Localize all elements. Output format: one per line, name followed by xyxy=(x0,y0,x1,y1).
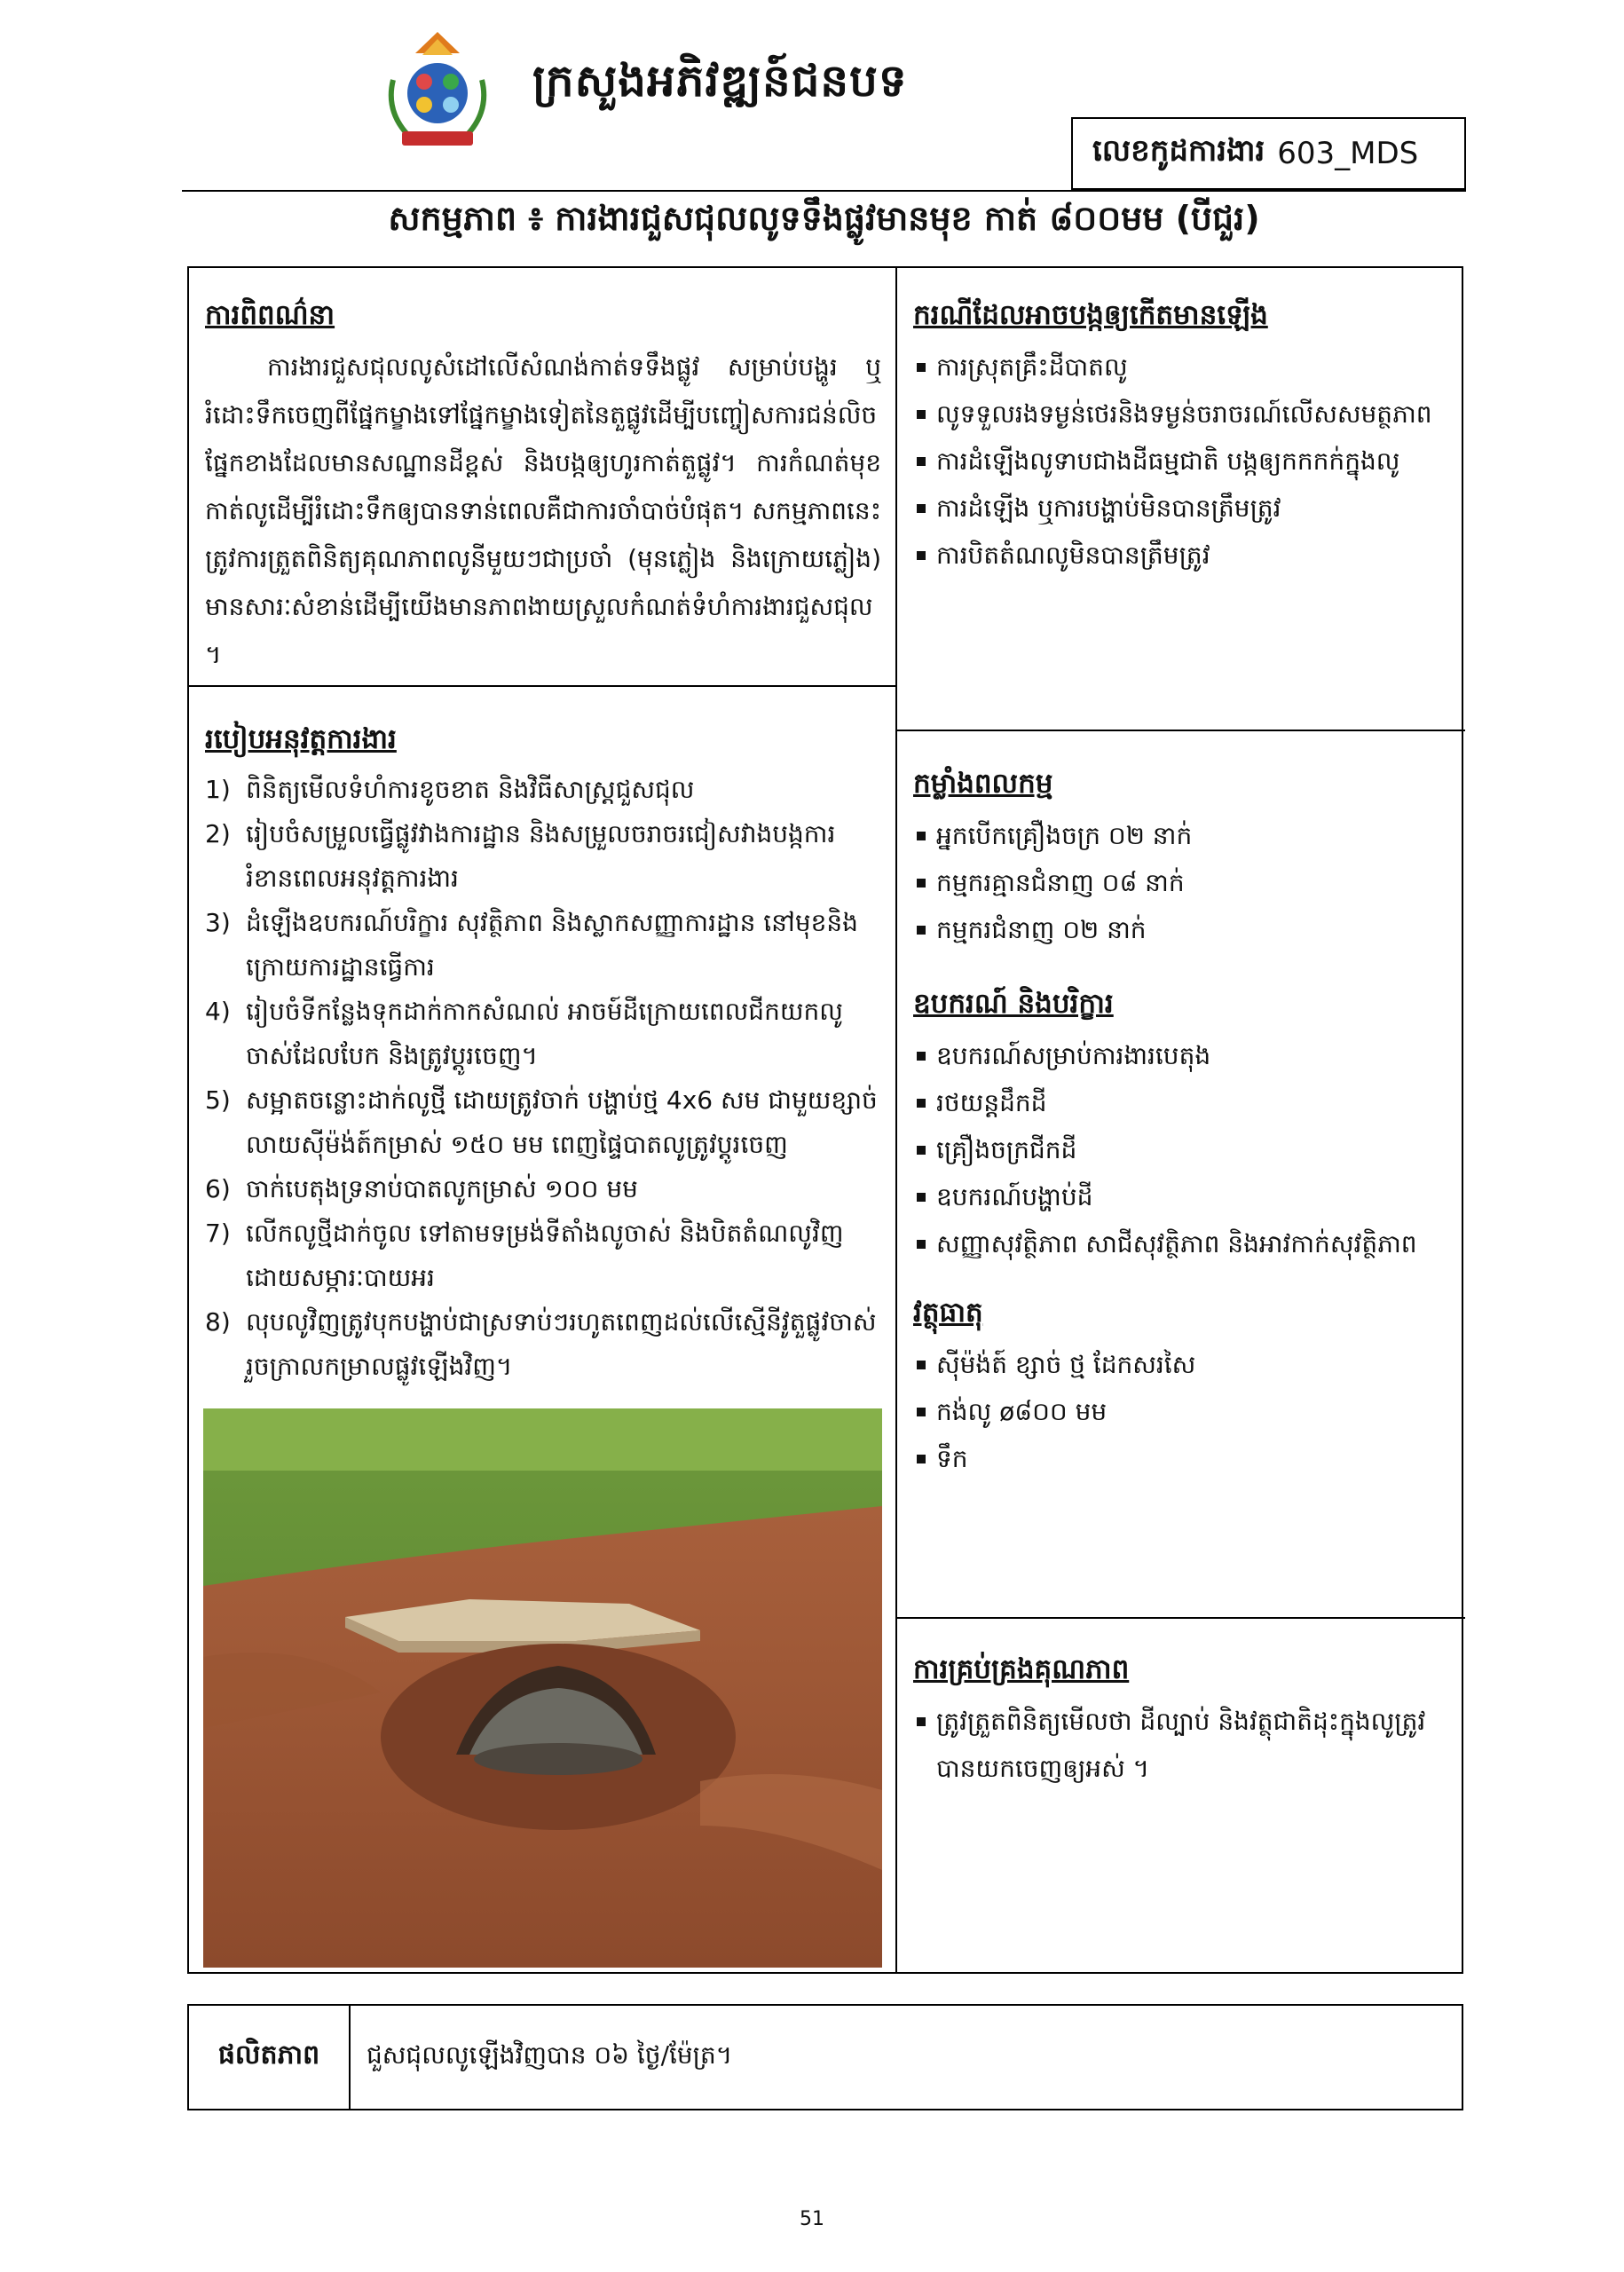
step-number: 7) xyxy=(205,1219,231,1248)
row-divider-right-1 xyxy=(897,730,1465,731)
list-item: ការដំឡើង ឬការបង្ហាប់មិនបានត្រឹមត្រូវ xyxy=(913,485,1455,532)
method-step xyxy=(205,768,881,812)
step-text: ពិនិត្យមើលទំហំការខូចខាត និងវិធីសាស្ត្រជួសជុល xyxy=(246,775,695,804)
labor-section xyxy=(913,767,1455,953)
row-divider-right-2 xyxy=(897,1617,1465,1619)
method-step xyxy=(205,901,881,990)
damaged-culvert-photo xyxy=(203,1408,882,1968)
description-text: ការងារជួសជុលលូសំដៅលើសំណង់កាត់ទទឹងផ្លូវ សម្រាប់បង្ហូរ ឬរំដោះទឹកចេញពីផ្នែកម្ខាងទៅផ្នែកម្ខាងទៀតនៃតួផ្លូវដើម្បីបញ្ចៀសការជន់លិចផ្នែកខាងដែលមានសណ្ឋានដីខ្ពស់ និងបង្កឲ្យហូរកាត់តួផ្លូវ។ ការកំណត់មុខកាត់លូដើម្បីរំដោះទឹកឲ្យបានទាន់ពេលគឺជាការចាំបាច់បំផុត។ សកម្មភាពនេះត្រូវការត្រួតពិនិត្យគុណភាពលូនីមួយៗជាប្រចាំ (មុនភ្លៀង និងក្រោយភ្លៀង) មានសារៈសំខាន់ដើម្បីយើងមានភាពងាយស្រួលកំណត់ទំហំការងារជួសជុល ។ xyxy=(205,352,881,669)
list-item: ត្រូវត្រួតពិនិត្យមើលថា ដីល្បាប់ និងវត្ថុជាតិដុះក្នុងលូត្រូវបានយកចេញឲ្យអស់ ។ xyxy=(913,1698,1455,1792)
list-item: ទឹក xyxy=(913,1435,1455,1482)
causes-title: ករណីដែលអាចបង្កឲ្យកើតមានឡើង xyxy=(913,299,1268,331)
work-code-box xyxy=(1071,117,1466,190)
output-label: ផលិតភាព xyxy=(189,2006,351,2109)
materials-section xyxy=(913,1296,1455,1482)
method-steps xyxy=(205,768,881,1389)
method-step xyxy=(205,1078,881,1167)
step-number: 2) xyxy=(205,819,231,848)
step-number: 5) xyxy=(205,1085,231,1115)
list-item: គ្រឿងចក្រជីកដី xyxy=(913,1126,1455,1173)
list-item: រថយន្តដឹកដី xyxy=(913,1079,1455,1126)
quality-title: ការគ្រប់គ្រងគុណភាព xyxy=(913,1653,1130,1685)
activity-title: សកម្មភាព ៖ ការងារជួសជុលលូទទឹងផ្លូវមានមុខ កាត់ ៨០០មម (បីជួរ) xyxy=(388,199,1260,238)
method-step xyxy=(205,990,881,1078)
quality-section xyxy=(913,1653,1455,1792)
step-number: 3) xyxy=(205,908,231,937)
method-step xyxy=(205,1167,881,1211)
column-divider xyxy=(895,268,897,1972)
list-item: ការដំឡើងលូទាបជាងដីធម្មជាតិ បង្កឲ្យកកកក់ក្នុងលូ xyxy=(913,438,1455,485)
ministry-logo xyxy=(380,27,495,160)
method-step xyxy=(205,812,881,901)
quality-list xyxy=(913,1698,1455,1792)
equipment-list xyxy=(913,1032,1455,1267)
description-section xyxy=(205,298,881,679)
list-item: ការស្រុតគ្រឹះដីបាតលូ xyxy=(913,343,1455,390)
method-section xyxy=(205,722,881,1389)
list-item: កម្មករជំនាញ ០២ នាក់ xyxy=(913,906,1455,953)
step-text: រៀបចំទីកន្លែងទុកដាក់កាកសំណល់ អាចម៍ដីក្រោយពេលជីកយកលូចាស់ដែលបែក និងត្រូវប្តូរចេញ។ xyxy=(246,997,843,1070)
work-code-label: លេខកូដការងារ xyxy=(1092,133,1265,169)
list-item: កង់លូ ø៨០០ មម xyxy=(913,1388,1455,1435)
materials-title: វត្ថុធាតុ xyxy=(913,1297,983,1329)
step-text: ដំឡើងឧបករណ៍បរិក្ខារ សុវត្ថិភាព និងស្លាកសញ្ញាការដ្ឋាន នៅមុខនិងក្រោយការដ្ឋានធ្វើការ xyxy=(246,908,858,982)
list-item: កម្មករគ្មានជំនាញ ០៨ នាក់ xyxy=(913,859,1455,906)
ministry-title: ក្រសួងអភិវឌ្ឍន៍ជនបទ xyxy=(532,55,908,106)
method-title: របៀបអនុវត្តការងារ xyxy=(205,723,397,755)
list-item: ឧបករណ៍បង្ហាប់ដី xyxy=(913,1173,1455,1220)
header-rule xyxy=(182,190,1466,192)
method-step xyxy=(205,1211,881,1300)
list-item: ស៊ីម៉ង់ត៍ ខ្សាច់ ថ្ម ដែកសរសៃ xyxy=(913,1341,1455,1388)
description-title: ការពិពណ៌នា xyxy=(205,299,335,331)
step-number: 8) xyxy=(205,1307,231,1337)
output-table xyxy=(187,2004,1463,2110)
list-item: ឧបករណ៍សម្រាប់ការងារបេតុង xyxy=(913,1032,1455,1079)
step-number: 6) xyxy=(205,1174,231,1203)
step-number: 1) xyxy=(205,775,231,804)
labor-title: កម្លាំងពលកម្ម xyxy=(913,768,1053,800)
work-code-value: 603_MDS xyxy=(1277,136,1419,171)
activity-table xyxy=(187,266,1463,1974)
step-text: ចាក់បេតុងទ្រនាប់បាតលូកម្រាស់ ១០០ មម xyxy=(246,1174,638,1203)
list-item: អ្នកបើកគ្រឿងចក្រ ០២ នាក់ xyxy=(913,812,1455,859)
equipment-section xyxy=(913,987,1455,1267)
output-text: ជួសជុលលូឡើងវិញបាន ០៦ ថ្ងៃ/ម៉ែត្រ។ xyxy=(367,2039,733,2070)
row-divider-left xyxy=(189,685,897,687)
step-text: រៀបចំសម្រួលធ្វើផ្លូវវាងការដ្ឋាន និងសម្រួលចរាចរជៀសវាងបង្កការរំខានពេលអនុវត្តការងារ xyxy=(246,819,836,893)
causes-list xyxy=(913,343,1455,579)
step-text: លើកលូថ្មីដាក់ចូល ទៅតាមទម្រង់ទីតាំងលូចាស់ និងបិតតំណលូវិញដោយសម្ភារៈបាយអរ xyxy=(246,1219,844,1292)
page-number: 51 xyxy=(800,2208,824,2230)
equipment-title: ឧបករណ៍ និងបរិក្ខារ xyxy=(913,988,1114,1020)
step-text: សម្អាតចន្លោះដាក់លូថ្មី ដោយត្រូវចាក់ បង្ហាប់ថ្ម 4x6 សម ជាមួយខ្សាច់លាយស៊ីម៉ង់ត៍កម្រាស់ ១៥០ មម ពេញផ្ទៃបាតលូត្រូវប្តូរចេញ xyxy=(246,1085,878,1159)
step-text: លុបលូវិញត្រូវបុកបង្ហាប់ជាស្រទាប់ៗរហូតពេញដល់លើស្មើនីវូតួផ្លូវចាស់ រួចក្រាលកម្រាលផ្លូវឡើងវិញ។ xyxy=(246,1307,877,1381)
method-step xyxy=(205,1300,881,1389)
materials-list xyxy=(913,1341,1455,1482)
list-item: សញ្ញាសុវត្ថិភាព សាជីសុវត្ថិភាព និងអាវកាក់សុវត្ថិភាព xyxy=(913,1220,1455,1267)
list-item: លូទទួលរងទម្ងន់ថេរនិងទម្ងន់ចរាចរណ៍លើសសមត្ថភាព xyxy=(913,390,1455,438)
labor-list xyxy=(913,812,1455,953)
causes-section xyxy=(913,298,1455,579)
step-number: 4) xyxy=(205,997,231,1026)
list-item: ការបិតតំណលូមិនបានត្រឹមត្រូវ xyxy=(913,532,1455,579)
